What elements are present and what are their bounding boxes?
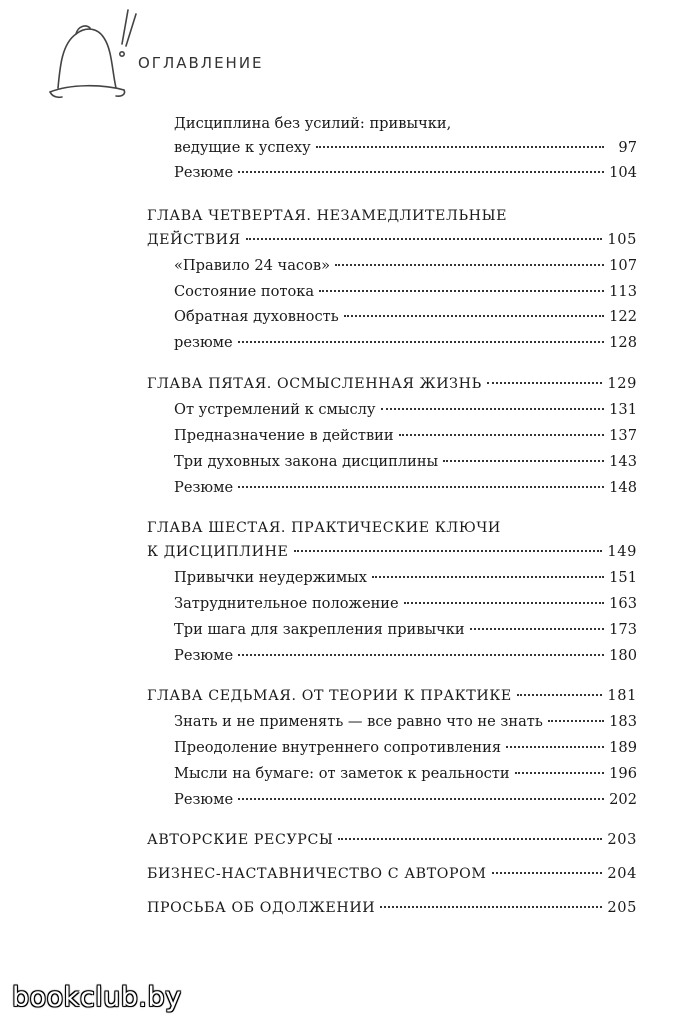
leader-dots (238, 171, 604, 173)
leader-dots (517, 694, 602, 696)
toc-entry[interactable] (174, 332, 637, 354)
toc-chapter-entry[interactable] (147, 685, 637, 707)
page-number: 181 (607, 687, 637, 704)
watermark: bookclub.by (12, 982, 182, 1013)
page-number: 204 (607, 865, 637, 882)
page-title: ОГЛАВЛЕНИЕ (138, 54, 264, 72)
leader-dots (515, 772, 604, 774)
page-number: 131 (609, 401, 637, 418)
page-number: 113 (609, 283, 637, 300)
toc-entry-label: «Правило 24 часов» (174, 257, 330, 274)
page-number: 104 (609, 164, 637, 181)
leader-dots (404, 602, 604, 604)
page-number: 137 (609, 427, 637, 444)
leader-dots (487, 382, 603, 384)
toc-entry[interactable] (174, 619, 637, 641)
page-number: 173 (609, 621, 637, 638)
page-number: 203 (607, 831, 637, 848)
toc-entry[interactable] (174, 789, 637, 811)
toc-entry[interactable] (174, 399, 637, 421)
toc-chapter-entry[interactable] (147, 829, 637, 851)
page-number: 107 (609, 257, 637, 274)
toc-entry[interactable] (174, 711, 637, 733)
toc-entry-label: ведущие к успеху (174, 139, 311, 156)
toc-entry-label: резюме (174, 334, 233, 351)
leader-dots (316, 146, 604, 148)
leader-dots (294, 550, 603, 552)
toc-entry-label: Привычки неудержимых (174, 569, 368, 586)
toc-entry[interactable] (174, 137, 637, 159)
toc-entry[interactable] (174, 306, 637, 328)
toc-entry-label: Затруднительное положение (174, 595, 399, 612)
leader-dots (238, 486, 604, 488)
toc-entry-label: Предназначение в действии (174, 427, 394, 444)
chapter-title: ГЛАВА ПЯТАЯ. ОСМЫСЛЕННАЯ ЖИЗНЬ (147, 376, 482, 392)
toc-entry-label: Три духовных закона дисциплины (174, 453, 439, 470)
leader-dots (238, 798, 604, 800)
toc-entry[interactable] (174, 281, 637, 303)
toc-entry-label: Дисциплина без усилий: привычки, (174, 115, 452, 132)
chapter-title: БИЗНЕС-НАСТАВНИЧЕСТВО С АВТОРОМ (147, 866, 487, 882)
page-number: 122 (609, 308, 637, 325)
toc-entry[interactable] (174, 425, 637, 447)
toc-entry[interactable] (174, 593, 637, 615)
toc-entry-label: Преодоление внутреннего сопротивления (174, 739, 502, 756)
page-number: 151 (609, 569, 637, 586)
page-number: 189 (609, 739, 637, 756)
chapter-title: АВТОРСКИЕ РЕСУРСЫ (147, 832, 334, 848)
toc-entry-label: Резюме (174, 479, 234, 496)
toc-entry-label: Три шага для закрепления привычки (174, 621, 465, 638)
toc-chapter-entry[interactable] (147, 229, 637, 251)
leader-dots (335, 264, 604, 266)
leader-dots (319, 290, 604, 292)
toc-chapter-entry[interactable] (147, 863, 637, 885)
leader-dots (380, 906, 602, 908)
leader-dots (443, 460, 604, 462)
toc-entry[interactable] (174, 255, 637, 277)
chapter-title: ГЛАВА ЧЕТВЕРТАЯ. НЕЗАМЕДЛИТЕЛЬНЫЕ (147, 208, 508, 224)
page-number: 202 (609, 791, 637, 808)
toc-entry-label: Состояние потока (174, 283, 315, 300)
toc-entry[interactable] (174, 737, 637, 759)
toc-entry[interactable] (174, 567, 637, 589)
toc-entry[interactable] (174, 162, 637, 184)
leader-dots (470, 628, 604, 630)
leader-dots (238, 654, 604, 656)
leader-dots (246, 238, 603, 240)
toc-entry[interactable] (174, 451, 637, 473)
leader-dots (399, 434, 604, 436)
page-header (40, 4, 290, 114)
toc-chapter-entry[interactable] (147, 373, 637, 395)
chapter-title: ПРОСЬБА ОБ ОДОЛЖЕНИИ (147, 900, 376, 916)
leader-dots (506, 746, 604, 748)
page-number: 183 (609, 713, 637, 730)
toc-entry-label: Обратная духовность (174, 308, 339, 325)
page-number: 180 (609, 647, 637, 664)
toc-chapter-entry[interactable] (147, 541, 637, 563)
page-number: 129 (607, 375, 637, 392)
toc-entry-label: Знать и не применять — все равно что не знать (174, 713, 543, 730)
chapter-title: ГЛАВА СЕДЬМАЯ. ОТ ТЕОРИИ К ПРАКТИКЕ (147, 688, 512, 704)
leader-dots (381, 408, 605, 410)
page-number: 105 (607, 231, 637, 248)
toc-chapter-entry[interactable] (147, 897, 637, 919)
page-number: 148 (609, 479, 637, 496)
toc-entry-label: От устремлений к смыслу (174, 401, 376, 418)
bell-icon (40, 4, 150, 114)
page-number: 205 (607, 899, 637, 916)
leader-dots (548, 720, 604, 722)
leader-dots (338, 838, 602, 840)
page-number: 149 (607, 543, 637, 560)
toc-entry-label: Резюме (174, 164, 234, 181)
toc-entry-label: Мысли на бумаге: от заметок к реальности (174, 765, 510, 782)
page-number: 97 (618, 139, 637, 156)
toc-entry-label: Резюме (174, 647, 234, 664)
page-number: 196 (609, 765, 637, 782)
toc-entry[interactable] (174, 645, 637, 667)
toc-entry[interactable] (174, 477, 637, 499)
page-number: 128 (609, 334, 637, 351)
leader-dots (492, 872, 603, 874)
chapter-title: К ДИСЦИПЛИНЕ (147, 544, 289, 560)
leader-dots (344, 315, 604, 317)
chapter-title: ДЕЙСТВИЯ (147, 232, 241, 248)
toc-entry[interactable] (174, 763, 637, 785)
leader-dots (372, 576, 604, 578)
toc-entry-label: Резюме (174, 791, 234, 808)
chapter-title: ГЛАВА ШЕСТАЯ. ПРАКТИЧЕСКИЕ КЛЮЧИ (147, 520, 501, 536)
leader-dots (238, 341, 604, 343)
page-number: 163 (609, 595, 637, 612)
page-number: 143 (609, 453, 637, 470)
